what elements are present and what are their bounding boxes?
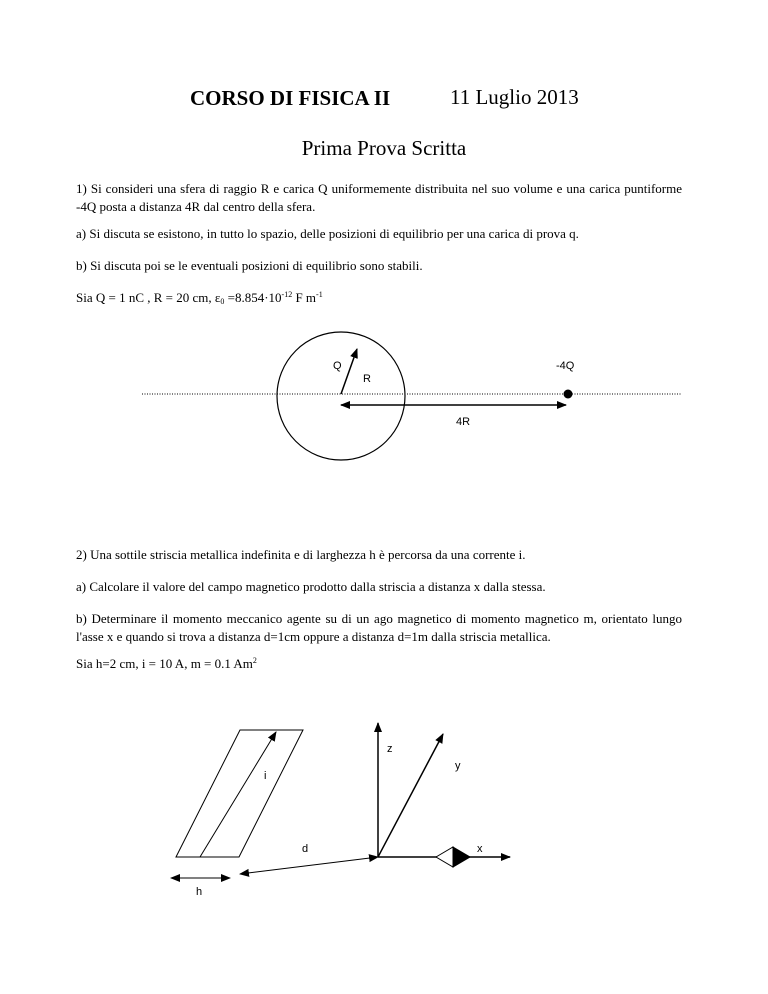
problem-2-part-b: b) Determinare il momento meccanico agente su di un ago magnetico di momento magnetico m, orientato lungo l'asse x e quando si trova a distanza d=1cm oppure a distanza d=1m dalla striscia metallica. [76,611,682,644]
problem-1-part-a: a) Si discuta se esistono, in tutto lo spazio, delle posizioni di equilibrio per una carica di prova q. [76,226,579,241]
metal-strip-parallelogram [176,730,303,857]
label-z: z [387,743,393,755]
label-x: x [477,843,483,855]
course-title: CORSO DI FISICA II [190,86,391,110]
problem-1-text: 1) Si consideri una sfera di raggio R e carica Q uniformemente distribuita nel suo volume e una carica puntiforme -4Q posta a distanza 4R dal centro della sfera. [76,181,682,214]
exam-date: 11 Luglio 2013 [450,85,579,109]
problem-2-data: Sia h=2 cm, i = 10 A, m = 0.1 Am$^2$ [76,656,257,671]
label-h: h [196,886,203,898]
problem-1-data: Sia Q = 1 nC , R = 20 cm, $\varepsilon_0 =8.854\cdot 10^{-12}$ F $m^{-1}$ [76,290,323,306]
exam-subtitle: Prima Prova Scritta [301,136,467,160]
label-4r: 4R [456,416,471,428]
problem-1-part-b: b) Si discuta poi se le eventuali posizioni di equilibrio sono stabili. [76,258,423,273]
label-y: y [455,760,461,772]
current-arrow [200,732,276,857]
problem-2-text: 2) Una sottile striscia metallica indefinita e di larghezza h è percorsa da una corrente i. [76,547,526,562]
distance-arrow-d [240,857,378,874]
label-d: d [302,843,309,855]
label-r: R [363,373,371,385]
label-i: i [264,770,267,782]
label-q: Q [333,360,342,372]
magnetic-needle-white-half [436,847,453,867]
problem-2-part-a: a) Calcolare il valore del campo magnetico prodotto dalla striscia a distanza x dalla stessa. [76,579,546,594]
magnetic-needle-black-half [453,847,470,867]
label-minus-4q: -4Q [556,360,575,372]
